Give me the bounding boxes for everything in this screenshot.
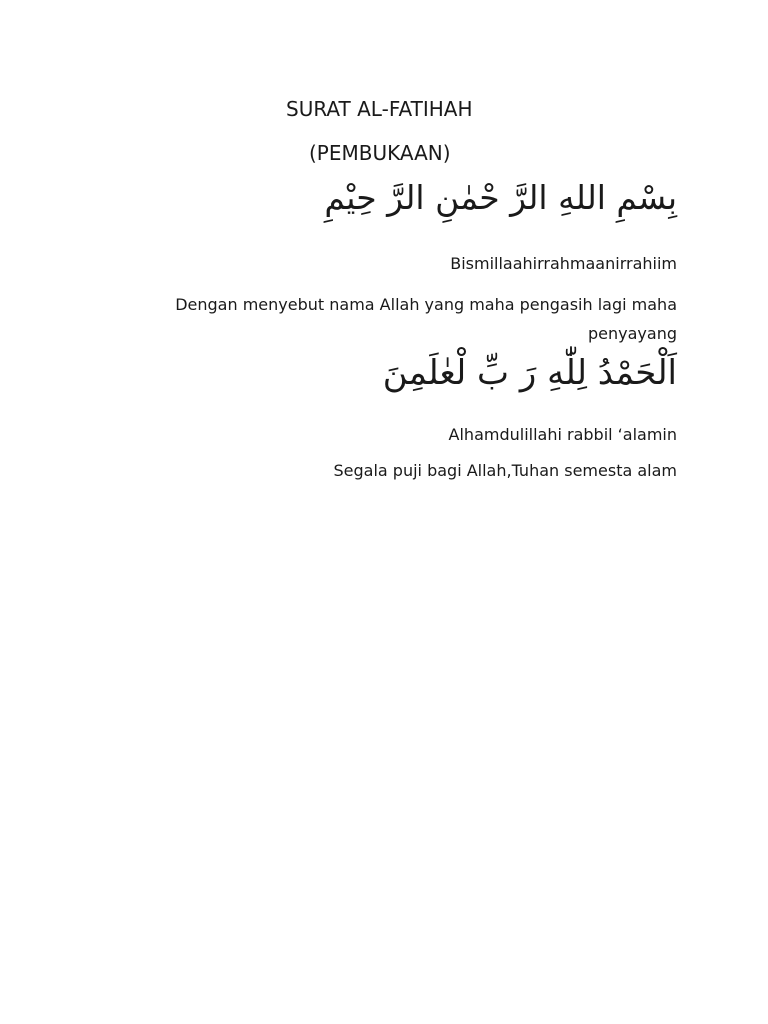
document-title: SURAT AL-FATIHAH [286, 97, 473, 121]
document-subtitle: (PEMBUKAAN) [309, 141, 451, 165]
verse-2-meaning: Segala puji bagi Allah,Tuhan semesta alam [333, 461, 677, 480]
verse-1-transliteration: Bismillaahirrahmaanirrahiim [450, 254, 677, 273]
verse-2-transliteration: Alhamdulillahi rabbil ‘alamin [448, 425, 677, 444]
verse-1-arabic: بِسْمِ اللهِ الرَّ حْمٰنِ الرَّ حِيْمِ [324, 178, 677, 217]
verse-2-arabic: اَلْحَمْدُ لِلّٰهِ رَ بِّ لْعٰلَمِنَ [382, 353, 677, 393]
verse-1-meaning: Dengan menyebut nama Allah yang maha pengasih lagi maha penyayang [175, 295, 677, 343]
